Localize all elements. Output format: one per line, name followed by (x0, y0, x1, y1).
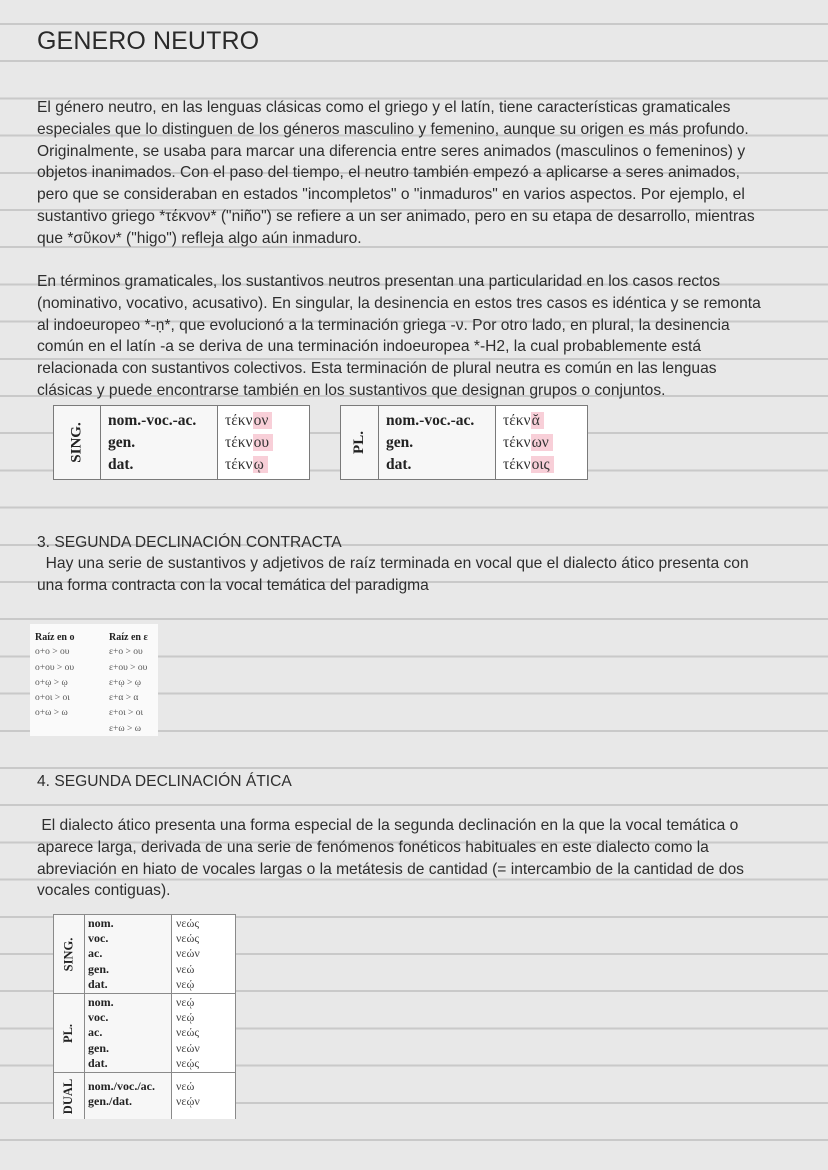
text-line: abreviación en hiato de vocales largas o la metátesis de cantidad (= intercambio de la cantidad de dos (37, 860, 744, 878)
text-line: En términos gramaticales, los sustantivos neutros presentan una particularidad en los casos rectos (37, 273, 721, 290)
contraction-rule: ε+οι > οι (109, 708, 144, 719)
case-label: gen. (108, 434, 136, 451)
column-header: Raíz en ε (109, 632, 148, 643)
ending-highlight: ου (253, 434, 273, 451)
greek-form: νεώς (176, 1025, 200, 1040)
case-column (101, 406, 218, 479)
plural-group (54, 994, 235, 1073)
case-label: gen. (386, 434, 414, 451)
text-line: una forma contracta con la vocal temática del paradigma (37, 576, 429, 594)
case-column (85, 994, 172, 1072)
contraction-rule: ο+ῳ > ῳ (35, 677, 68, 688)
case-label: ac. (88, 946, 103, 961)
case-label: nom. (88, 995, 114, 1009)
text-line: relacionada con sustantivos colectivos. Esta terminación de plural neutra es común en las lenguas (37, 360, 717, 377)
greek-form: νεῴ (176, 976, 195, 991)
ending-highlight: οις (531, 456, 554, 473)
contraction-rule: ε+α > α (109, 693, 139, 704)
case-label: dat. (386, 456, 412, 473)
greek-form: νεῴ (176, 1010, 195, 1025)
text-line: especiales que lo distinguen de los géneros masculino y femenino, aunque su origen es más profundo. (37, 120, 749, 138)
case-label: ac. (88, 1025, 103, 1040)
text-line: común en el latín -a se deriva de una terminación indoeuropea *-H2, la cual probablemente está (37, 338, 702, 356)
ending-highlight: ᾰ (531, 412, 544, 429)
contraction-rule: ο+ω > ω (35, 708, 68, 719)
text-line: Originalmente, se usaba para marcar una diferencia entre seres animados (masculinos o femeninos) y (37, 142, 746, 160)
greek-form: νεῴν (176, 1094, 200, 1109)
text-line: pero que se consideraban en estados "incompletos" o "inmaduros" en varios aspectos. Por ejemplo, el (37, 186, 745, 203)
section-heading: 4. SEGUNDA DECLINACIÓN ÁTICA (37, 773, 292, 790)
greek-form: τέκνᾰ (503, 410, 587, 432)
case-label: nom./voc./ac. (88, 1079, 155, 1093)
ending-highlight: ον (253, 412, 273, 429)
contraction-column-e (109, 630, 148, 737)
case-label: nom. (88, 916, 114, 930)
greek-form: τέκνον (225, 410, 309, 432)
contraction-rule: ε+ου > ου (109, 662, 148, 673)
grammar-paragraph (37, 271, 827, 402)
form-column (496, 406, 587, 479)
text-line: El género neutro, en las lenguas clásicas como el griego y el latín, tiene características gramaticales (37, 99, 731, 116)
contraction-rule: ε+ῳ > ῳ (109, 677, 141, 688)
number-label: PL. (341, 406, 379, 479)
case-column (85, 1073, 172, 1119)
form-column (172, 1073, 235, 1119)
greek-form: τέκνοις (503, 454, 587, 476)
case-label: dat. (108, 456, 134, 473)
contraction-column-o (35, 630, 74, 722)
text-line: Hay una serie de sustantivos y adjetivos de raíz terminada en vocal que el dialecto ático presenta con (37, 555, 749, 572)
greek-form: νεῴ (176, 995, 195, 1009)
contraction-rule: ο+ο > ου (35, 647, 70, 658)
column-header: Raíz en ο (35, 632, 75, 643)
greek-form: τέκνου (225, 432, 309, 454)
text-line: aparece larga, derivada de una serie de fenómenos fonéticos habituales en este dialecto como la (37, 838, 709, 856)
attic-declension-table (53, 914, 236, 1119)
contraction-rule: ο+οι > οι (35, 693, 70, 704)
greek-form: τέκνῳ (225, 454, 309, 476)
contraction-rule: ο+ου > ου (35, 662, 75, 673)
ending-highlight: ων (531, 434, 553, 451)
number-label: PL. (54, 994, 85, 1072)
dual-group (54, 1073, 235, 1119)
text-line: que *σῦκον* ("higo") refleja algo aún inmaduro. (37, 229, 362, 247)
greek-form: νεώ (176, 961, 195, 976)
section-heading: 3. SEGUNDA DECLINACIÓN CONTRACTA (37, 534, 342, 551)
contraction-rule: ε+ω > ω (109, 723, 141, 734)
text-line: clásicas y puede encontrarse también en los sustantivos que designan grupos o conjuntos. (37, 381, 666, 399)
page-title: GENERO NEUTRO (37, 27, 260, 55)
ending-highlight: ῳ (253, 456, 268, 473)
greek-form: τέκνων (503, 432, 587, 454)
singular-group (54, 915, 235, 994)
case-label: gen. (88, 961, 109, 976)
section3-paragraph (37, 553, 827, 597)
singular-declension-table (53, 405, 310, 480)
text-line: vocales contiguas). (37, 882, 171, 900)
form-column (172, 915, 235, 993)
section4-paragraph (37, 815, 827, 902)
case-label: voc. (88, 931, 109, 946)
number-label: SING. (54, 915, 85, 993)
number-label: DUAL (54, 1073, 85, 1119)
text-line: El dialecto ático presenta una forma especial de la segunda declinación en la que la vocal temática o (37, 817, 739, 834)
intro-paragraph (37, 97, 827, 249)
case-label: dat. (88, 1055, 108, 1070)
case-column (85, 915, 172, 993)
text-line: objetos inanimados. Con el paso del tiempo, el neutro también empezó a aplicarse a seres animados, (37, 164, 740, 182)
case-label: gen. (88, 1040, 109, 1055)
greek-form: νεών (176, 946, 200, 961)
case-label: dat. (88, 976, 108, 991)
greek-form: νεών (176, 1040, 200, 1055)
case-label: voc. (88, 1010, 109, 1025)
case-label: gen./dat. (88, 1094, 133, 1109)
greek-form: νεῴς (176, 1055, 200, 1070)
text-line: al indoeuropeo *-ṇ*, que evolucionó a la terminación griega -ν. Por otro lado, en plural, la desinencia (37, 316, 730, 334)
text-line: sustantivo griego *τέκνον* ("niño") se refiere a un ser animado, pero en su etapa de desarrollo, mientras (37, 207, 755, 225)
greek-form: νεώς (176, 931, 200, 946)
greek-form: νεώ (176, 1079, 195, 1093)
text-line: (nominativo, vocativo, acusativo). En singular, la desinencia en estos tres casos es idéntica y se remonta (37, 294, 761, 312)
form-column (218, 406, 309, 479)
greek-form: νεώς (176, 916, 200, 930)
plural-declension-table (340, 405, 588, 480)
case-column (379, 406, 496, 479)
case-label: nom.-voc.-ac. (108, 412, 197, 429)
form-column (172, 994, 235, 1072)
contraction-rule: ε+ο > ου (109, 647, 143, 658)
number-label: SING. (54, 406, 101, 479)
case-label: nom.-voc.-ac. (386, 412, 475, 429)
contraction-table (30, 624, 158, 736)
